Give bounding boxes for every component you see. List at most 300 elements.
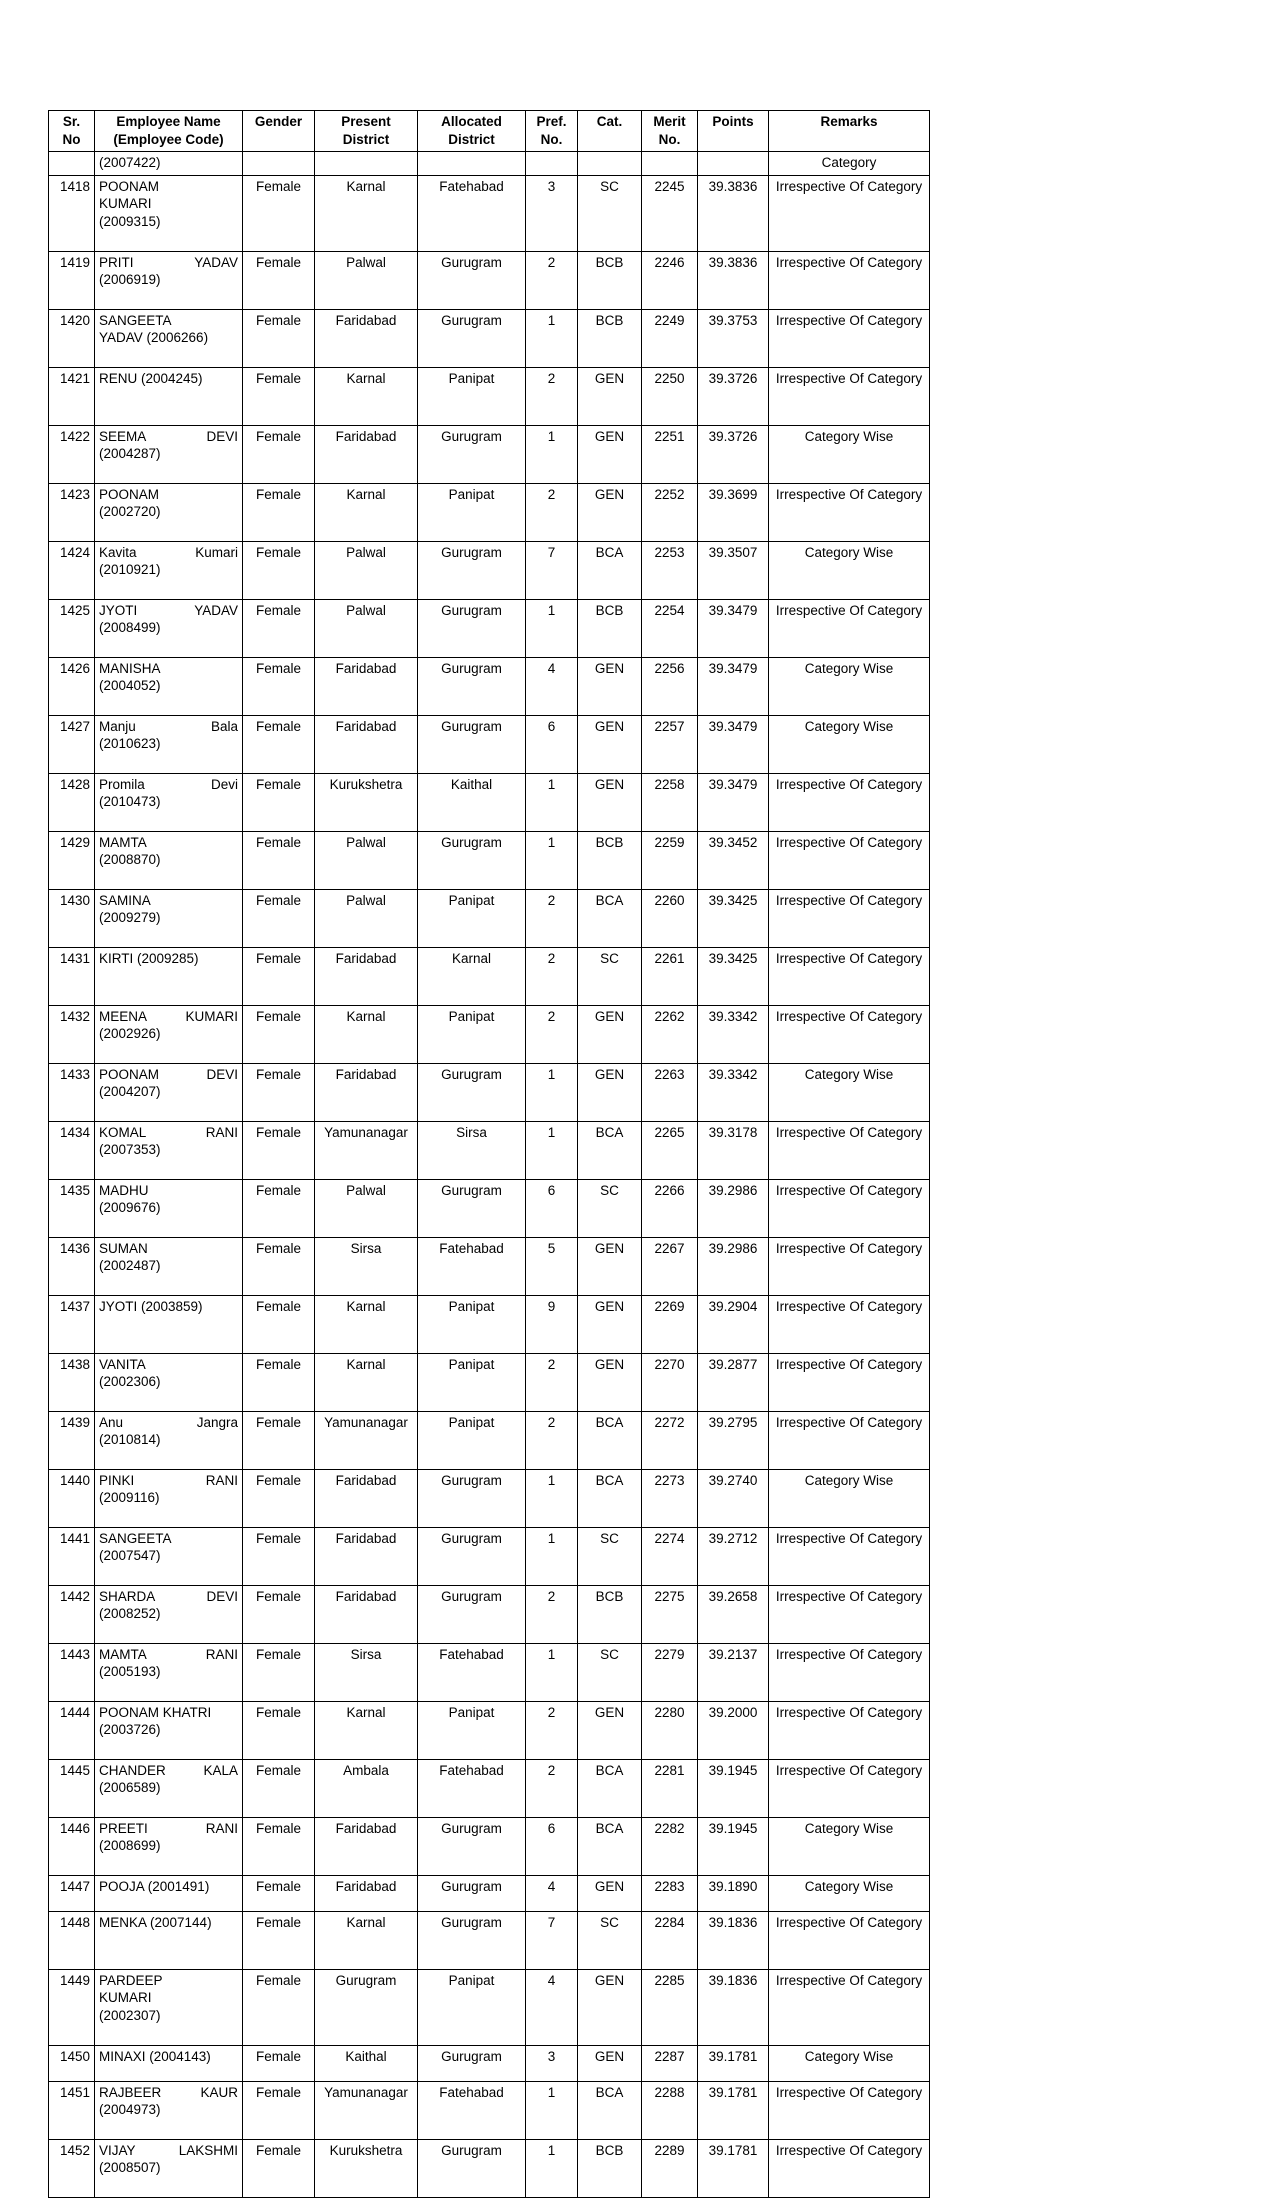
employee-name-line: KUMARI (99, 1990, 152, 2006)
cell-merit-no: 2246 (642, 251, 698, 309)
employee-name-line: PINKI RANI (99, 1472, 238, 1488)
employee-code: (2007422) (99, 155, 161, 171)
cell-allocated-district: Gurugram (418, 251, 526, 309)
employee-name-line: PREETI RANI (99, 1820, 238, 1836)
cell-sr-no: 1428 (49, 773, 95, 831)
cell-remarks: Irrespective Of Category (769, 1643, 930, 1701)
cell-employee-name (95, 1353, 243, 1411)
cell-points: 39.2795 (698, 1411, 769, 1469)
header-line: Pref. (536, 114, 567, 129)
cell-merit-no: 2249 (642, 309, 698, 367)
cell-sr-no: 1425 (49, 599, 95, 657)
employee-code: (2002487) (99, 1258, 161, 1274)
employee-code: (2010623) (99, 736, 161, 752)
cell-gender: Female (243, 1411, 315, 1469)
cell-merit-no: 2259 (642, 831, 698, 889)
cell-gender: Female (243, 1179, 315, 1237)
cell-employee-name (95, 773, 243, 831)
cell-points: 39.2658 (698, 1585, 769, 1643)
cell-present-district: Faridabad (315, 1585, 418, 1643)
cell-sr-no: 1448 (49, 1911, 95, 1969)
cell-employee-name (95, 1411, 243, 1469)
cell-allocated-district: Gurugram (418, 2045, 526, 2081)
cell-cat: GEN (578, 1701, 642, 1759)
cell-remarks: Irrespective Of Category (769, 251, 930, 309)
cell-pref-no: 4 (526, 1875, 578, 1911)
table-body (49, 152, 930, 2198)
table-row (49, 1411, 930, 1469)
cell-allocated-district: Gurugram (418, 1063, 526, 1121)
employee-name-line: SEEMA DEVI (99, 428, 238, 444)
table-row (49, 1911, 930, 1969)
cell-pref-no: 6 (526, 1817, 578, 1875)
cell-gender: Female (243, 175, 315, 251)
cell-pref-no: 2 (526, 1585, 578, 1643)
cell-gender: Female (243, 657, 315, 715)
cell-remarks: Irrespective Of Category (769, 947, 930, 1005)
employee-name-line: Kavita Kumari (99, 544, 238, 560)
cell-remarks: Irrespective Of Category (769, 483, 930, 541)
cell-gender: Female (243, 1969, 315, 2045)
cell-allocated-district: Karnal (418, 947, 526, 1005)
cell-sr-no: 1450 (49, 2045, 95, 2081)
cell-pref-no: 7 (526, 1911, 578, 1969)
cell-present-district (315, 152, 418, 176)
cell-gender: Female (243, 1063, 315, 1121)
cell-pref-no: 2 (526, 1701, 578, 1759)
cell-remarks: Irrespective Of Category (769, 1237, 930, 1295)
cell-present-district: Palwal (315, 251, 418, 309)
cell-cat: GEN (578, 1969, 642, 2045)
cell-merit-no: 2257 (642, 715, 698, 773)
cell-pref-no: 2 (526, 1411, 578, 1469)
cell-allocated-district: Gurugram (418, 831, 526, 889)
cell-allocated-district: Gurugram (418, 715, 526, 773)
employee-name-line: POONAM KHATRI (99, 1704, 212, 1720)
cell-remarks: Category Wise (769, 425, 930, 483)
table-row (49, 1701, 930, 1759)
cell-merit-no: 2274 (642, 1527, 698, 1585)
employee-name-line: JYOTI YADAV (99, 602, 238, 618)
cell-employee-name (95, 599, 243, 657)
cell-allocated-district: Panipat (418, 1411, 526, 1469)
table-row (49, 152, 930, 176)
cell-pref-no: 2 (526, 1005, 578, 1063)
table-row (49, 715, 930, 773)
cell-gender: Female (243, 1817, 315, 1875)
cell-gender: Female (243, 2045, 315, 2081)
employee-code: (2008507) (99, 2160, 161, 2176)
cell-merit-no: 2289 (642, 2139, 698, 2197)
cell-allocated-district: Gurugram (418, 2139, 526, 2197)
employee-name-line: KOMAL RANI (99, 1124, 238, 1140)
cell-employee-name (95, 1063, 243, 1121)
employee-code: (2006589) (99, 1780, 161, 1796)
column-header-remarks: Remarks (769, 111, 930, 152)
cell-sr-no: 1419 (49, 251, 95, 309)
cell-employee-name (95, 2081, 243, 2139)
cell-allocated-district: Kaithal (418, 773, 526, 831)
table-row (49, 1643, 930, 1701)
cell-employee-name (95, 1759, 243, 1817)
cell-allocated-district: Gurugram (418, 1179, 526, 1237)
table-row (49, 831, 930, 889)
employee-code: (2009116) (99, 1490, 160, 1506)
cell-gender: Female (243, 1527, 315, 1585)
cell-present-district: Palwal (315, 1179, 418, 1237)
cell-pref-no: 1 (526, 1643, 578, 1701)
cell-employee-name (95, 831, 243, 889)
cell-cat: SC (578, 1643, 642, 1701)
cell-remarks: Irrespective Of Category (769, 175, 930, 251)
cell-points: 39.1781 (698, 2139, 769, 2197)
cell-cat: GEN (578, 657, 642, 715)
cell-gender: Female (243, 1295, 315, 1353)
cell-merit-no: 2260 (642, 889, 698, 947)
cell-employee-name (95, 251, 243, 309)
cell-employee-name (95, 541, 243, 599)
cell-remarks: Irrespective Of Category (769, 1969, 930, 2045)
cell-allocated-district: Gurugram (418, 1469, 526, 1527)
cell-cat: BCB (578, 599, 642, 657)
employee-code: (2007547) (99, 1548, 161, 1564)
cell-points: 39.1781 (698, 2045, 769, 2081)
cell-present-district: Karnal (315, 1911, 418, 1969)
cell-merit-no: 2283 (642, 1875, 698, 1911)
table-row (49, 657, 930, 715)
cell-present-district: Faridabad (315, 715, 418, 773)
cell-employee-name (95, 1969, 243, 2045)
cell-allocated-district: Fatehabad (418, 1759, 526, 1817)
table-row (49, 1585, 930, 1643)
cell-gender: Female (243, 773, 315, 831)
cell-remarks: Irrespective Of Category (769, 889, 930, 947)
cell-allocated-district: Panipat (418, 1005, 526, 1063)
cell-gender: Female (243, 1643, 315, 1701)
table-row (49, 251, 930, 309)
cell-gender: Female (243, 889, 315, 947)
employee-name-line: POOJA (2001491) (99, 1878, 210, 1894)
cell-cat: BCA (578, 1121, 642, 1179)
cell-merit-no: 2282 (642, 1817, 698, 1875)
cell-employee-name (95, 309, 243, 367)
cell-merit-no: 2284 (642, 1911, 698, 1969)
cell-merit-no: 2262 (642, 1005, 698, 1063)
cell-points: 39.3836 (698, 251, 769, 309)
cell-sr-no: 1434 (49, 1121, 95, 1179)
employee-code: (2002306) (99, 1374, 161, 1390)
employee-code: (2005193) (99, 1664, 161, 1680)
cell-cat: GEN (578, 1295, 642, 1353)
cell-sr-no: 1443 (49, 1643, 95, 1701)
cell-cat: BCA (578, 889, 642, 947)
cell-present-district: Kaithal (315, 2045, 418, 2081)
employee-code: (2007353) (99, 1142, 161, 1158)
cell-gender (243, 152, 315, 176)
header-line: Present (341, 114, 391, 129)
table-header (49, 111, 930, 152)
employee-name-line: CHANDER KALA (99, 1762, 238, 1778)
cell-sr-no: 1452 (49, 2139, 95, 2197)
cell-allocated-district: Panipat (418, 483, 526, 541)
employee-name-line: RAJBEER KAUR (99, 2084, 238, 2100)
cell-present-district: Karnal (315, 1005, 418, 1063)
cell-sr-no: 1441 (49, 1527, 95, 1585)
cell-allocated-district: Gurugram (418, 599, 526, 657)
cell-employee-name (95, 657, 243, 715)
cell-pref-no: 7 (526, 541, 578, 599)
table-row (49, 1179, 930, 1237)
cell-present-district: Yamunanagar (315, 1121, 418, 1179)
cell-points: 39.3479 (698, 715, 769, 773)
cell-points: 39.3342 (698, 1063, 769, 1121)
employee-name-line: KUMARI (99, 196, 152, 212)
cell-merit-no: 2256 (642, 657, 698, 715)
cell-points: 39.3726 (698, 367, 769, 425)
cell-sr-no: 1436 (49, 1237, 95, 1295)
cell-pref-no: 9 (526, 1295, 578, 1353)
header-line: Allocated (441, 114, 502, 129)
cell-remarks: Irrespective Of Category (769, 1911, 930, 1969)
employee-name-line: POONAM (99, 178, 160, 194)
cell-remarks: Category Wise (769, 1875, 930, 1911)
cell-merit-no: 2251 (642, 425, 698, 483)
cell-points: 39.3753 (698, 309, 769, 367)
cell-gender: Female (243, 1701, 315, 1759)
cell-cat: SC (578, 947, 642, 1005)
employee-code: (2010814) (99, 1432, 161, 1448)
cell-cat: SC (578, 1179, 642, 1237)
cell-merit-no: 2245 (642, 175, 698, 251)
employee-code: (2009676) (99, 1200, 161, 1216)
table-row (49, 947, 930, 1005)
table-row (49, 1817, 930, 1875)
cell-remarks: Irrespective Of Category (769, 1295, 930, 1353)
cell-cat: GEN (578, 483, 642, 541)
cell-sr-no: 1426 (49, 657, 95, 715)
cell-present-district: Faridabad (315, 1817, 418, 1875)
cell-cat: GEN (578, 425, 642, 483)
table-row (49, 1063, 930, 1121)
cell-employee-name (95, 947, 243, 1005)
header-row (49, 111, 930, 152)
cell-gender: Female (243, 715, 315, 773)
cell-remarks: Irrespective Of Category (769, 1585, 930, 1643)
cell-cat: BCB (578, 1585, 642, 1643)
cell-cat: SC (578, 175, 642, 251)
cell-gender: Female (243, 2139, 315, 2197)
cell-pref-no: 1 (526, 1527, 578, 1585)
employee-name-line: SAMINA (99, 892, 151, 908)
cell-allocated-district: Gurugram (418, 1911, 526, 1969)
cell-allocated-district: Fatehabad (418, 1237, 526, 1295)
cell-sr-no: 1449 (49, 1969, 95, 2045)
employee-name-line: JYOTI (2003859) (99, 1298, 203, 1314)
cell-remarks: Irrespective Of Category (769, 1179, 930, 1237)
cell-gender: Female (243, 483, 315, 541)
cell-gender: Female (243, 251, 315, 309)
cell-points: 39.2137 (698, 1643, 769, 1701)
table-row (49, 1469, 930, 1527)
cell-present-district: Faridabad (315, 1875, 418, 1911)
cell-employee-name (95, 889, 243, 947)
cell-present-district: Kurukshetra (315, 773, 418, 831)
cell-pref-no: 1 (526, 831, 578, 889)
employee-name-line: PRITI YADAV (99, 254, 238, 270)
cell-cat: SC (578, 1527, 642, 1585)
cell-cat: BCA (578, 1817, 642, 1875)
cell-sr-no: 1420 (49, 309, 95, 367)
cell-present-district: Karnal (315, 1701, 418, 1759)
cell-cat: GEN (578, 1063, 642, 1121)
employee-code: (2002307) (99, 2007, 161, 2023)
cell-merit-no: 2266 (642, 1179, 698, 1237)
column-header-sr-no (49, 111, 95, 152)
cell-remarks: Irrespective Of Category (769, 773, 930, 831)
cell-gender: Female (243, 541, 315, 599)
table-row (49, 1295, 930, 1353)
cell-gender: Female (243, 1353, 315, 1411)
cell-pref-no: 1 (526, 425, 578, 483)
employee-name-line: MEENA KUMARI (99, 1008, 238, 1024)
employee-code: (2008870) (99, 852, 161, 868)
table-row (49, 2045, 930, 2081)
employee-code: (2004287) (99, 446, 161, 462)
header-line: No. (658, 131, 681, 147)
cell-merit-no: 2273 (642, 1469, 698, 1527)
cell-allocated-district: Gurugram (418, 1585, 526, 1643)
cell-present-district: Palwal (315, 541, 418, 599)
cell-remarks: Category Wise (769, 1469, 930, 1527)
cell-pref-no: 1 (526, 1063, 578, 1121)
cell-allocated-district: Gurugram (418, 657, 526, 715)
cell-allocated-district: Panipat (418, 1353, 526, 1411)
header-line: No. (540, 131, 563, 147)
cell-present-district: Palwal (315, 599, 418, 657)
table-row (49, 2139, 930, 2197)
cell-employee-name (95, 1469, 243, 1527)
cell-employee-name (95, 2139, 243, 2197)
cell-pref-no: 4 (526, 657, 578, 715)
cell-present-district: Faridabad (315, 1469, 418, 1527)
cell-points: 39.2986 (698, 1179, 769, 1237)
cell-employee-name (95, 1643, 243, 1701)
cell-pref-no: 4 (526, 1969, 578, 2045)
cell-employee-name (95, 152, 243, 176)
cell-allocated-district: Gurugram (418, 1527, 526, 1585)
cell-gender: Female (243, 1759, 315, 1817)
cell-cat: BCB (578, 309, 642, 367)
employee-code: (2003726) (99, 1722, 161, 1738)
cell-allocated-district: Panipat (418, 1969, 526, 2045)
cell-pref-no: 1 (526, 1121, 578, 1179)
column-header-gender: Gender (243, 111, 315, 152)
cell-present-district: Faridabad (315, 657, 418, 715)
cell-cat: BCA (578, 541, 642, 599)
cell-points: 39.2877 (698, 1353, 769, 1411)
cell-pref-no (526, 152, 578, 176)
employee-name-line: MAMTA RANI (99, 1646, 238, 1662)
cell-gender: Female (243, 309, 315, 367)
cell-sr-no: 1435 (49, 1179, 95, 1237)
cell-employee-name (95, 1179, 243, 1237)
cell-pref-no: 1 (526, 599, 578, 657)
cell-employee-name (95, 1527, 243, 1585)
employee-name-line: MENKA (2007144) (99, 1914, 212, 1930)
cell-pref-no: 2 (526, 483, 578, 541)
cell-sr-no: 1427 (49, 715, 95, 773)
cell-pref-no: 1 (526, 309, 578, 367)
table-row (49, 1875, 930, 1911)
cell-pref-no: 2 (526, 889, 578, 947)
cell-cat: SC (578, 1911, 642, 1969)
cell-present-district: Karnal (315, 1295, 418, 1353)
cell-points: 39.2740 (698, 1469, 769, 1527)
cell-present-district: Karnal (315, 175, 418, 251)
employee-code: (2008252) (99, 1606, 161, 1622)
cell-points: 39.1836 (698, 1969, 769, 2045)
table-row (49, 599, 930, 657)
cell-remarks: Irrespective Of Category (769, 1759, 930, 1817)
cell-pref-no: 6 (526, 1179, 578, 1237)
employee-code: (2004207) (99, 1084, 161, 1100)
cell-sr-no: 1446 (49, 1817, 95, 1875)
cell-sr-no: 1439 (49, 1411, 95, 1469)
cell-points: 39.2000 (698, 1701, 769, 1759)
column-header-pref-no (526, 111, 578, 152)
cell-present-district: Sirsa (315, 1237, 418, 1295)
cell-pref-no: 1 (526, 773, 578, 831)
cell-cat (578, 152, 642, 176)
employee-code: (2002720) (99, 504, 161, 520)
cell-employee-name (95, 1817, 243, 1875)
table-row (49, 1005, 930, 1063)
employee-name-line: MADHU (99, 1182, 149, 1198)
table-row (49, 1121, 930, 1179)
cell-points: 39.3726 (698, 425, 769, 483)
employee-name-line: MAMTA (99, 834, 147, 850)
table-row (49, 2081, 930, 2139)
cell-sr-no: 1424 (49, 541, 95, 599)
cell-points: 39.2986 (698, 1237, 769, 1295)
cell-points: 39.3342 (698, 1005, 769, 1063)
cell-allocated-district: Gurugram (418, 309, 526, 367)
cell-gender: Female (243, 367, 315, 425)
cell-remarks: Irrespective Of Category (769, 2081, 930, 2139)
cell-merit-no: 2287 (642, 2045, 698, 2081)
cell-sr-no: 1445 (49, 1759, 95, 1817)
employee-code: (2004973) (99, 2102, 161, 2118)
table-row (49, 1969, 930, 2045)
header-line: District (448, 131, 495, 147)
cell-allocated-district: Gurugram (418, 425, 526, 483)
employee-code: (2010921) (99, 562, 161, 578)
cell-gender: Female (243, 1469, 315, 1527)
cell-cat: GEN (578, 367, 642, 425)
employee-code: (2009279) (99, 910, 161, 926)
cell-remarks: Irrespective Of Category (769, 309, 930, 367)
cell-employee-name (95, 1585, 243, 1643)
cell-merit-no: 2272 (642, 1411, 698, 1469)
column-header-employee-name (95, 111, 243, 152)
cell-allocated-district: Panipat (418, 889, 526, 947)
cell-sr-no: 1422 (49, 425, 95, 483)
header-line: District (342, 131, 390, 147)
table-row (49, 773, 930, 831)
cell-sr-no: 1433 (49, 1063, 95, 1121)
cell-merit-no: 2254 (642, 599, 698, 657)
cell-allocated-district: Panipat (418, 1295, 526, 1353)
